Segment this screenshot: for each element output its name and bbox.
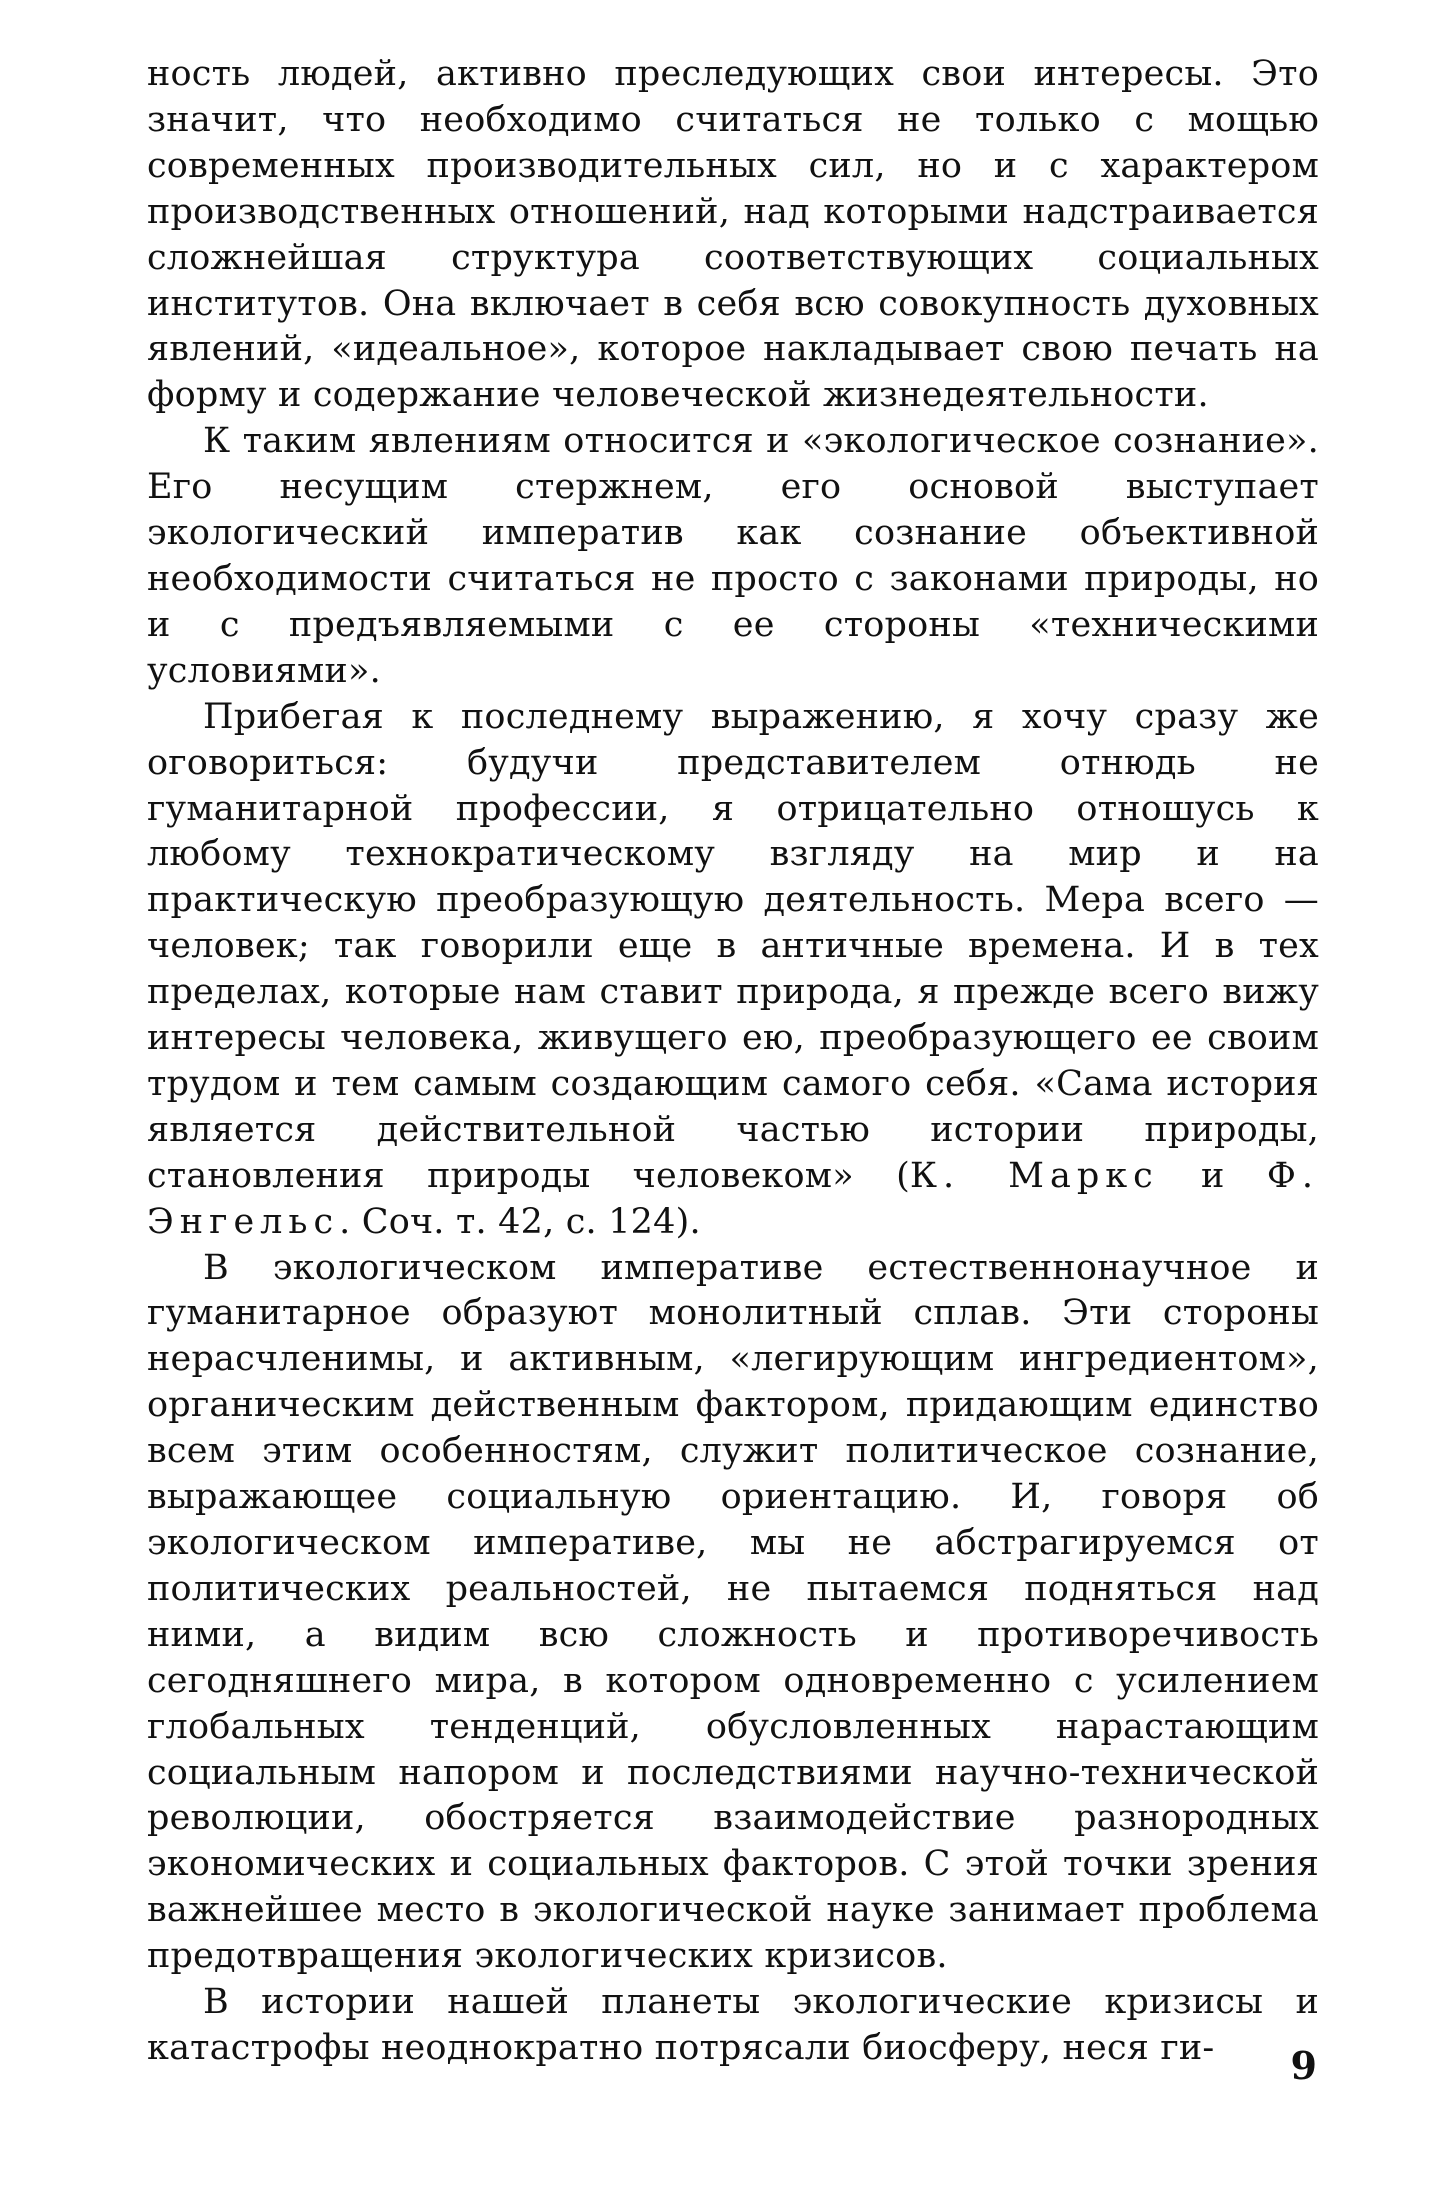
paragraph-3-text: Прибегая к последнему выражению, я хочу сразу же оговориться: будучи представителем отнюдь не гуманитарной профессии, я отрицательно отношусь к любому технократическому взгляду на мир и на практическую преобразующую деятельность. Мера всего — человек; так говорили еще в античные времена. И в тех пределах, которые нам ставит природа, я прежде всего вижу интересы человека, живущего ею, преобразующего ее своим трудом и тем самым создающим самого себя. «Сама история является действительной частью истории природы, становления природы человеком» (	[147, 696, 1319, 1196]
citation-conjunction: и	[1158, 1155, 1267, 1196]
paragraph-4: В экологическом императиве естественнонаучное и гуманитарное образуют монолитный сплав. Эти стороны нерасчленимы, и активным, «легирующим ингредиентом», органическим действенным фактором, придающим единство всем этим особенностям, служит политическое сознание, выражающее социальную ориентацию. И, говоря об экологическом императиве, мы не абстрагируемся от политических реальностей, не пытаемся подняться над ними, а видим всю сложность и противоречивость сегодняшнего мира, в котором одновременно с усилением глобальных тенденций, обусловленных нарастающим социальным напором и последствиями научно-технической революции, обостряется взаимодействие разнородных экономических и социальных факторов. С этой точки зрения важнейшее место в экологической науке занимает проблема предотвращения экологических кризисов.	[147, 1247, 1319, 1977]
paragraph-2: К таким явлениям относится и «экологическое сознание». Его несущим стержнем, его основой выступает экологический императив как сознание объективной необходимости считаться не просто с законами природы, но и с предъявляемыми с ее стороны «техническими условиями».	[147, 421, 1319, 691]
body-text	[147, 52, 1319, 2072]
citation-author-marx: К. Маркс	[909, 1155, 1159, 1196]
paragraph-3	[147, 695, 1319, 1246]
citation-author-engels: Ф. Энгельс	[147, 1155, 1319, 1242]
citation-source: . Соч. т. 42, с. 124).	[339, 1201, 701, 1242]
paragraph-1: ность людей, активно преследующих свои интересы. Это значит, что необходимо считаться не только с мощью современных производительных сил, но и с характером производственных отношений, над которыми надстраивается сложнейшая структура соответствующих социальных институтов. Она включает в себя всю совокупность духовных явлений, «идеальное», которое накладывает свою печать на форму и содержание человеческой жизнедеятельности.	[147, 54, 1319, 416]
page-number: 9	[1290, 2043, 1317, 2088]
paragraph-5: В истории нашей планеты экологические кризисы и катастрофы неоднократно потрясали биосферу, неся ги-	[147, 1982, 1319, 2068]
